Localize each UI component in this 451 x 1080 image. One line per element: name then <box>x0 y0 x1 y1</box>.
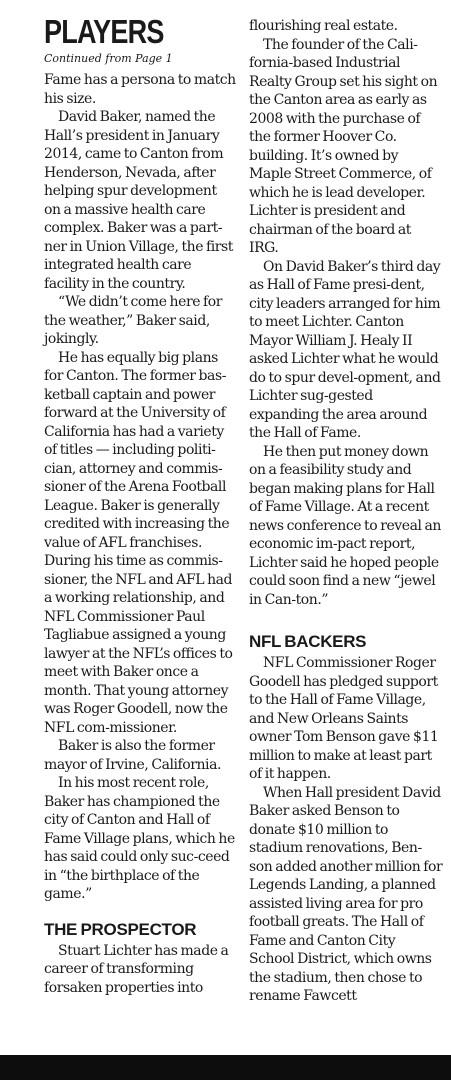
paragraph: When Hall president David Baker asked Benson to donate $10 million to stadium renovations, Ben-son added another million for Legends Landing, a planned assisted living area for pro football greats. The Hall of Fame and Canton City School District, which owns the stadium, then chose to rename Fawcett <box>249 784 443 1004</box>
subhead-nfl-backers: NFL BACKERS <box>249 632 367 651</box>
paragraph: David Baker, named the Hall’s president in January 2014, came to Canton from Henderson, Nevada, after helping spur development on a massive health care complex. Baker was a part-ner in Union Village, the first integrated health care facility in the country. <box>44 109 233 292</box>
paragraph: Baker is also the former mayor of Irvine, California. <box>44 738 221 773</box>
paragraph: Fame has a persona to match his size. <box>44 72 236 107</box>
paragraph: flourishing real estate. <box>249 18 398 34</box>
left-column <box>44 0 236 997</box>
paragraph: He then put money down on a feasibility study and began making plans for Hall of Fame Village. At a recent news conference to reveal an economic im-pact report, Lichter said he hoped people could soon find a new “jewel in Can-ton.” <box>249 443 441 608</box>
paragraph: Stuart Lichter has made a career of transforming forsaken properties into <box>44 942 229 996</box>
paragraph: “We didn’t come here for the weather,” Baker said, jokingly. <box>44 294 222 347</box>
subhead-prospector: THE PROSPECTOR <box>44 919 197 939</box>
bottom-bar <box>0 1055 451 1080</box>
right-column <box>249 0 443 1006</box>
section-kicker: PLAYERS <box>44 13 164 50</box>
paragraph: NFL Commissioner Roger Goodell has pledged support to the Hall of Fame Village, and New Orleans Saints owner Tom Benson gave $11 million to make at least part of it happen. <box>249 655 439 782</box>
paragraph: He has equally big plans for Canton. The former bas-ketball captain and power forward at the University of California has had a variety of titles — including politi-cian, attorney and commis-sioner of the Arena Football League. Baker is generally credited with increasing the value of AFL franchises. During his time as commis-sioner, the NFL and AFL had a working relationship, and NFL Commissioner Paul Tagliabue assigned a young lawyer at the NFL’s offices to meet with Baker once a month. That young attorney was Roger Goodell, now the NFL com-missioner. <box>44 349 233 736</box>
right-body <box>249 17 443 1006</box>
paragraph: The founder of the Cali-fornia-based Industrial Realty Group set his sight on the Canton area as early as 2008 with the purchase of the former Hoover Co. building. It’s owned by Maple Street Commerce, of which he is lead developer. Lichter is president and chairman of the board at IRG. <box>249 36 438 256</box>
left-body <box>44 71 236 997</box>
paragraph: In his most recent role, Baker has championed the city of Canton and Hall of Fame Village plans, which he has said could only suc-ceed in “the birthplace of the game.” <box>44 775 235 902</box>
paragraph: On David Baker’s third day as Hall of Fame presi-dent, city leaders arranged for him to meet Lichter. Canton Mayor William J. Healy II asked Lichter what he would do to spur devel-opment, and Lichter sug-gested expanding the area around the Hall of Fame. <box>249 258 441 441</box>
continued-line: Continued from Page 1 <box>44 52 173 65</box>
